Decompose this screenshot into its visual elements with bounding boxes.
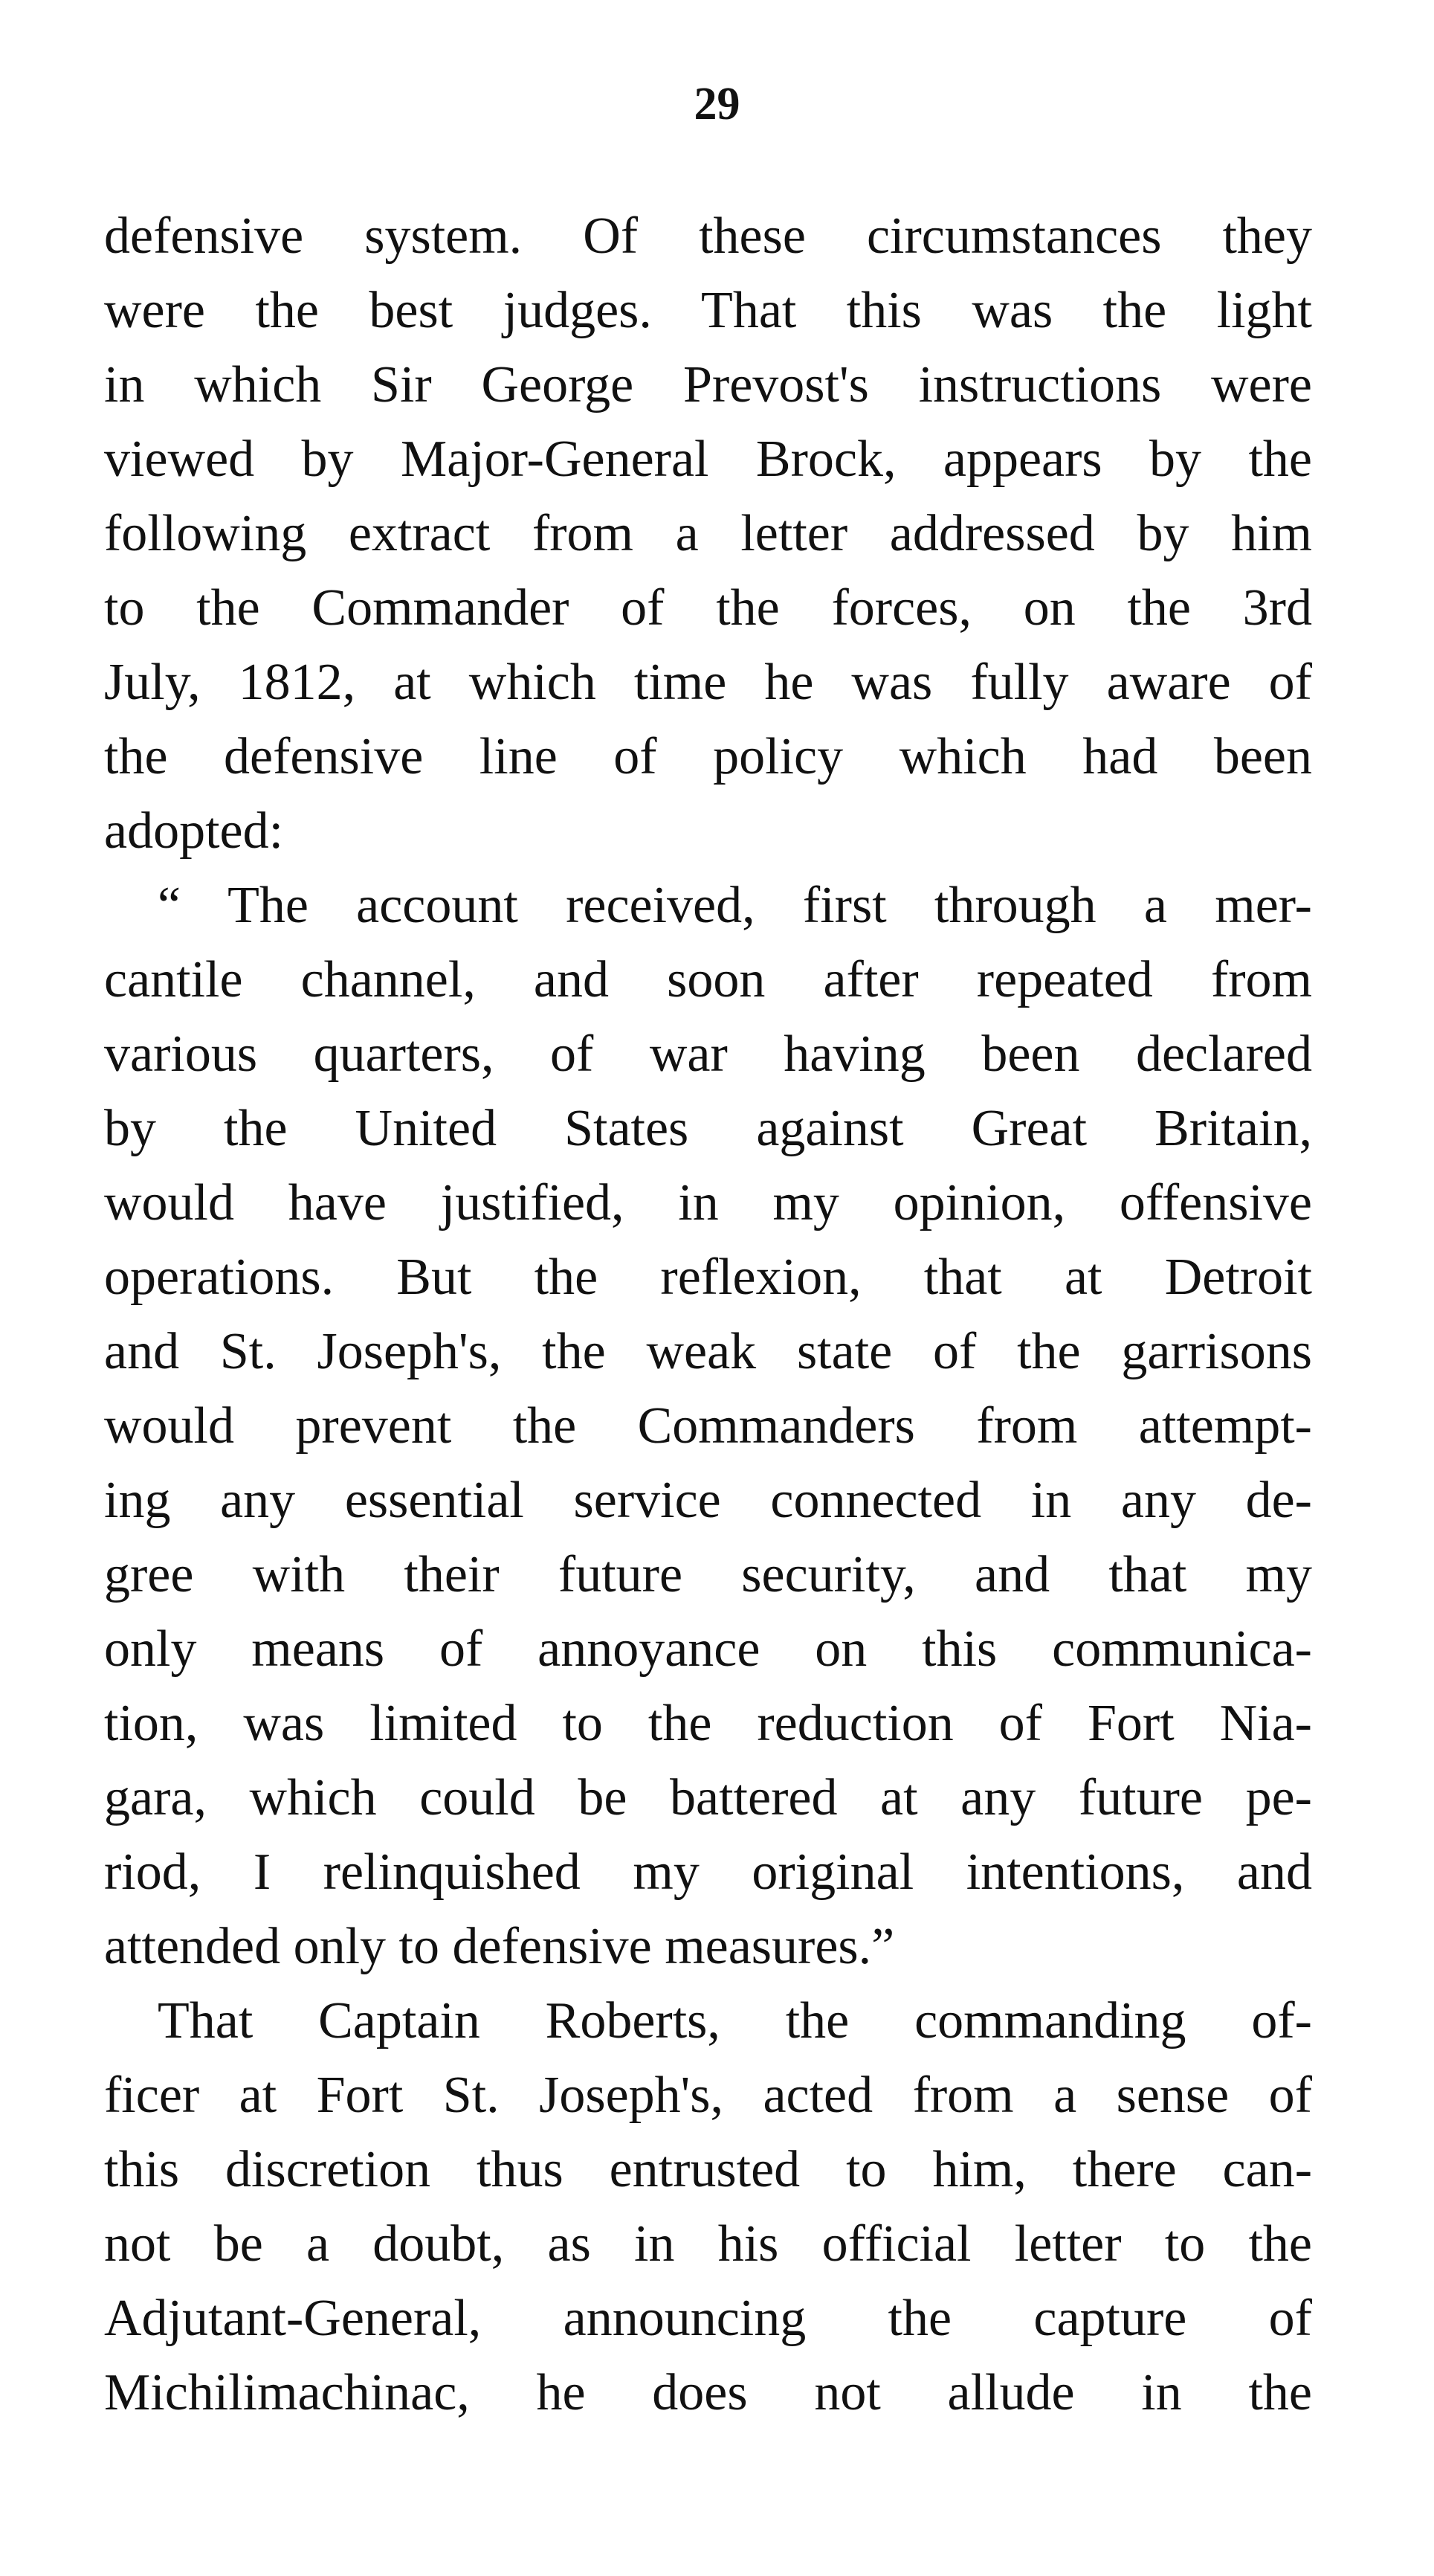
text-line: adopted: bbox=[104, 802, 284, 860]
text-line: Michilimachinac, he does not allude in the bbox=[104, 2364, 1312, 2421]
text-line: were the best judges. That this was the light bbox=[104, 282, 1312, 339]
quote-line: “ The account received, first through a mer- bbox=[158, 877, 1312, 934]
text-line: Adjutant-General, announcing the capture of bbox=[104, 2290, 1312, 2347]
quote-line: operations. But the reflexion, that at Detroit bbox=[104, 1249, 1312, 1306]
page-number: 29 bbox=[694, 79, 740, 129]
text-line: to the Commander of the forces, on the 3rd bbox=[104, 579, 1312, 637]
quote-line: riod, I relinquished my original intentions, and bbox=[104, 1844, 1312, 1901]
quote-line: and St. Joseph's, the weak state of the garrisons bbox=[104, 1323, 1312, 1380]
quote-line: gree with their future security, and that my bbox=[104, 1546, 1312, 1603]
text-line: defensive system. Of these circumstances they bbox=[104, 207, 1312, 265]
quote-line: only means of annoyance on this communica- bbox=[104, 1620, 1312, 1678]
text-line: That Captain Roberts, the commanding of- bbox=[158, 1992, 1312, 2049]
quote-line: would have justified, in my opinion, offensive bbox=[104, 1174, 1312, 1231]
text-line: in which Sir George Prevost's instructions were bbox=[104, 356, 1312, 413]
quote-line: tion, was limited to the reduction of Fort Nia- bbox=[104, 1695, 1312, 1752]
text-line: following extract from a letter addressed by him bbox=[104, 505, 1312, 562]
quote-line: cantile channel, and soon after repeated from bbox=[104, 951, 1312, 1008]
quote-line: various quarters, of war having been declared bbox=[104, 1025, 1312, 1083]
text-line: the defensive line of policy which had been bbox=[104, 728, 1312, 785]
quote-line: ing any essential service connected in any de- bbox=[104, 1472, 1312, 1529]
quote-line: gara, which could be battered at any future pe- bbox=[104, 1769, 1312, 1826]
quote-line: would prevent the Commanders from attempt- bbox=[104, 1397, 1312, 1455]
quote-line: by the United States against Great Britain, bbox=[104, 1100, 1312, 1157]
text-line: not be a doubt, as in his official letter to the bbox=[104, 2215, 1312, 2273]
text-line: ficer at Fort St. Joseph's, acted from a sense of bbox=[104, 2067, 1312, 2124]
text-line: July, 1812, at which time he was fully aware of bbox=[104, 654, 1312, 711]
body-text bbox=[104, 199, 1312, 2430]
text-line: this discretion thus entrusted to him, there can- bbox=[104, 2141, 1312, 2198]
quote-line: attended only to defensive measures.” bbox=[104, 1918, 895, 1975]
text-line: viewed by Major-General Brock, appears by the bbox=[104, 431, 1312, 488]
